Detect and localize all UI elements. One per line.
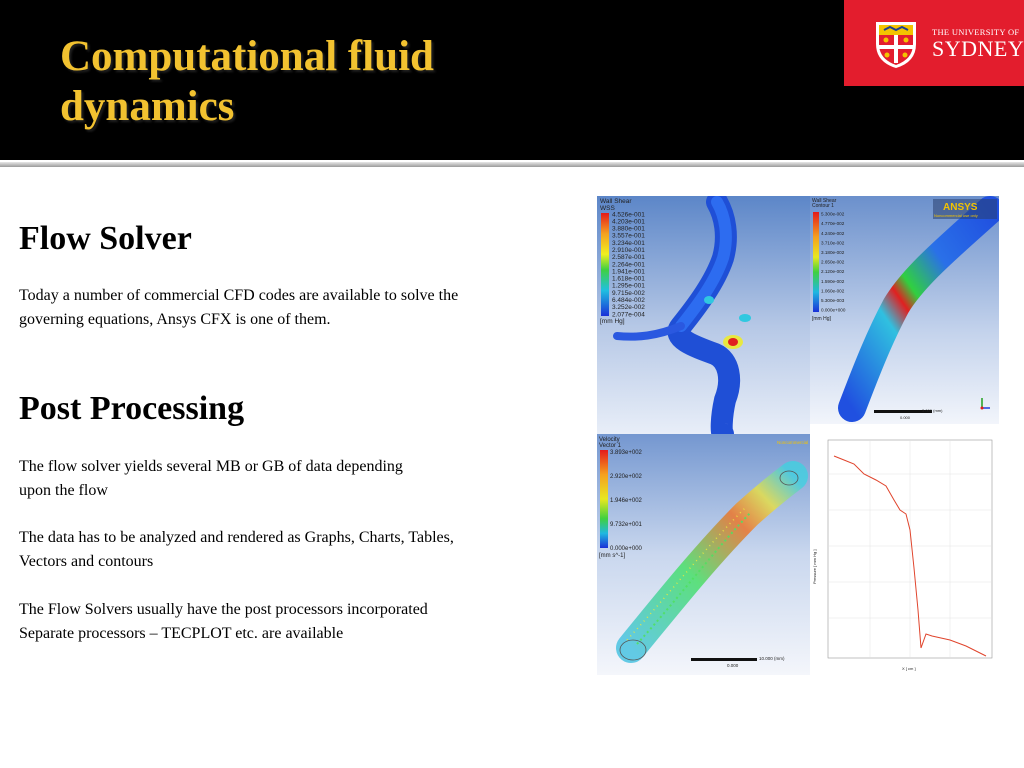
post-para2-line2: Vectors and contours: [19, 553, 154, 570]
wss-legend-value: 4.526e-001: [612, 211, 645, 219]
wss-legend-value: 3.234e-001: [612, 239, 645, 247]
post-para3-line1: The Flow Solvers usually have the post processors incorporated: [19, 601, 428, 618]
contour-title2: Contour 1: [812, 203, 834, 209]
contour-legend-value: 5.300e-002: [821, 211, 845, 217]
contour-title1: Wall Shear: [812, 198, 837, 204]
university-logo: [844, 0, 1024, 86]
contour-legend-value: 0.000e+000: [821, 307, 846, 313]
wss-legend-value: 3.557e-001: [612, 232, 645, 240]
flow-solver-heading: Flow Solver: [19, 220, 192, 257]
wss-title2: WSS: [600, 205, 615, 212]
wss-legend-value: 4.203e-001: [612, 218, 645, 226]
flow-solver-text: [19, 284, 579, 332]
wss-legend-value: 2.077e-004: [612, 311, 645, 319]
wss-legend-value: 3.880e-001: [612, 225, 645, 233]
wss-legend-value: 9.715e-002: [612, 289, 645, 297]
post-processing-para1: [19, 455, 579, 503]
pressure-xlabel: X [ cm ]: [902, 666, 916, 671]
velocity-legend-value: 0.000e+000: [610, 546, 642, 553]
wss-legend-value: 1.295e-001: [612, 282, 645, 290]
contour-scale-zero: 0.000: [900, 415, 911, 420]
flow-solver-line1: Today a number of commercial CFD codes are available to solve the: [19, 287, 459, 304]
velocity-title1: Velocity: [599, 437, 620, 443]
post-processing-heading: Post Processing: [19, 390, 245, 427]
post-processing-para2: [19, 526, 579, 574]
contour-legend-value: 4.240e-002: [821, 230, 845, 236]
ansys-brand-sub: Noncommercial use only: [934, 213, 978, 218]
logo-line1: THE UNIVERSITY OF: [932, 27, 1020, 37]
wss-legend-value: 2.264e-001: [612, 261, 645, 269]
wss-legend-value: 2.910e-001: [612, 246, 645, 254]
velocity-scale-label: 10.000 (mm): [759, 656, 785, 661]
wss-legend-value: 1.618e-001: [612, 275, 645, 283]
post-para1-line1: The flow solver yields several MB or GB of data depending: [19, 458, 403, 475]
wss-legend-value: 6.484e-002: [612, 296, 645, 304]
contour-legend-value: 4.770e-002: [821, 221, 845, 227]
pressure-plot-image: [810, 434, 999, 675]
wss-legend-value: 3.252e-002: [612, 304, 645, 312]
contour-legend-value: 3.180e-002: [821, 250, 845, 256]
velocity-vector-image: [597, 434, 810, 675]
velocity-brand-sub: Noncommercial: [777, 440, 809, 445]
contour-legend-value: 1.590e-002: [821, 278, 845, 284]
contour-legend-value: 5.300e-003: [821, 298, 845, 304]
wss-legend-value: 2.587e-001: [612, 254, 645, 262]
pressure-ylabel: Pressure [ mm Hg ]: [812, 549, 817, 584]
contour-legend-value: 3.710e-002: [821, 240, 845, 246]
velocity-legend-value: 1.946e+002: [610, 498, 642, 505]
flow-solver-line2: governing equations, Ansys CFX is one of them.: [19, 311, 331, 328]
velocity-scale-zero: 0.000: [727, 663, 739, 668]
contour-unit: [mm Hg]: [812, 316, 831, 322]
wall-shear-contour-image: [810, 196, 999, 424]
slide-title: [60, 32, 760, 132]
velocity-legend-value: 9.732e+001: [610, 522, 642, 529]
wss-title1: Wall Shear: [600, 198, 632, 205]
post-processing-para3: [19, 598, 579, 646]
crest-icon: [870, 18, 922, 70]
contour-scale-label: 3.000 (mm): [922, 408, 943, 413]
slide-title-line1: Computational fluid: [60, 33, 434, 80]
slide-title-line2: dynamics: [60, 83, 235, 130]
velocity-unit: [mm s^-1]: [599, 553, 626, 559]
header-divider: [0, 162, 1024, 167]
post-para3-line2: Separate processors – TECPLOT etc. are available: [19, 625, 344, 642]
post-para2-line1: The data has to be analyzed and rendered as Graphs, Charts, Tables,: [19, 529, 454, 546]
contour-legend-value: 1.060e-002: [821, 288, 845, 294]
velocity-title2: Vector 1: [599, 443, 622, 449]
velocity-legend-value: 2.920e+002: [610, 474, 642, 481]
wss-legend-value: 1.941e-001: [612, 268, 645, 276]
contour-legend-value: 2.650e-002: [821, 259, 845, 265]
velocity-legend-value: 3.893e+002: [610, 450, 642, 457]
post-para1-line2: upon the flow: [19, 482, 108, 499]
logo-line2: SYDNEY: [932, 35, 1024, 61]
ansys-brand: ANSYS: [943, 202, 978, 213]
wss-contour-image: [597, 196, 810, 434]
contour-legend-value: 2.120e-002: [821, 269, 845, 275]
wss-unit: [mm Hg]: [600, 318, 625, 325]
